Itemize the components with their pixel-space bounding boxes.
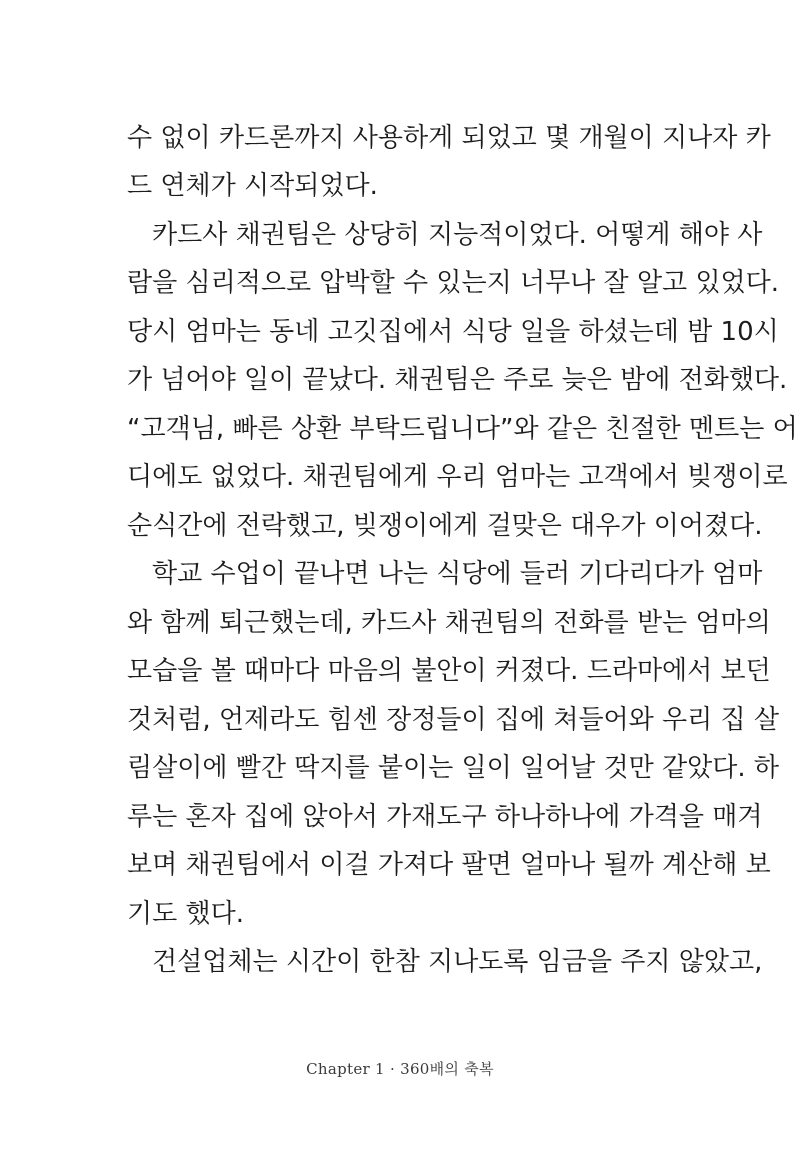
text-line-content: 와 함께 퇴근했는데, 카드사 채권팀의 전화를 받는 엄마의 xyxy=(127,608,771,638)
text-line-content: 가 넘어야 일이 끝났다. 채권팀은 주로 늦은 밤에 전화했다. xyxy=(127,365,788,395)
text-line xyxy=(0,837,800,893)
text-line-content: “고객님, 빠른 상환 부탁드립니다”와 같은 친절한 멘트는 어 xyxy=(127,414,798,444)
text-line xyxy=(0,255,800,311)
text-line-content: 디에도 없었다. 채권팀에게 우리 엄마는 고객에서 빚쟁이로 xyxy=(127,462,788,492)
text-line-content: 림살이에 빨간 딱지를 붙이는 일이 일어날 것만 같았다. 하 xyxy=(127,753,780,783)
text-line xyxy=(0,740,800,796)
text-line-content: 보며 채권팀에서 이걸 가져다 팔면 얼마나 될까 계산해 보 xyxy=(127,850,771,880)
text-line xyxy=(0,449,800,505)
text-line-content: 기도 했다. xyxy=(127,899,244,929)
text-line-content: 건설업체는 시간이 한참 지나도록 임금을 주지 않았고, xyxy=(152,947,763,977)
paragraph-first-line xyxy=(0,934,800,990)
text-line-content: 카드사 채권팀은 상당히 지능적이었다. 어떻게 해야 사 xyxy=(152,220,763,250)
text-line-content: 람을 심리적으로 압박할 수 있는지 너무나 잘 알고 있었다. xyxy=(127,268,780,298)
text-line-content: 드 연체가 시작되었다. xyxy=(127,171,378,201)
text-line-content: 것처럼, 언제라도 힘센 장정들이 집에 쳐들어와 우리 집 살 xyxy=(127,705,780,735)
text-line-content: 학교 수업이 끝나면 나는 식당에 들러 기다리다가 엄마 xyxy=(152,559,763,589)
paragraph-first-line xyxy=(0,546,800,602)
text-line-content: 모습을 볼 때마다 마음의 불안이 커졌다. 드라마에서 보던 xyxy=(127,656,771,686)
text-line xyxy=(0,158,800,214)
text-line xyxy=(0,352,800,408)
running-footer: Chapter 1 · 360배의 축복 xyxy=(306,1060,494,1078)
text-line-content: 당시 엄마는 동네 고깃집에서 식당 일을 하셨는데 밤 10시 xyxy=(127,317,779,347)
text-line-content: 수 없이 카드론까지 사용하게 되었고 몇 개월이 지나자 카 xyxy=(127,123,771,153)
text-line-content: 순식간에 전락했고, 빚쟁이에게 걸맞은 대우가 이어졌다. xyxy=(127,511,763,541)
text-line xyxy=(0,643,800,699)
text-line-content: 루는 혼자 집에 앉아서 가재도구 하나하나에 가격을 매겨 xyxy=(127,802,763,832)
